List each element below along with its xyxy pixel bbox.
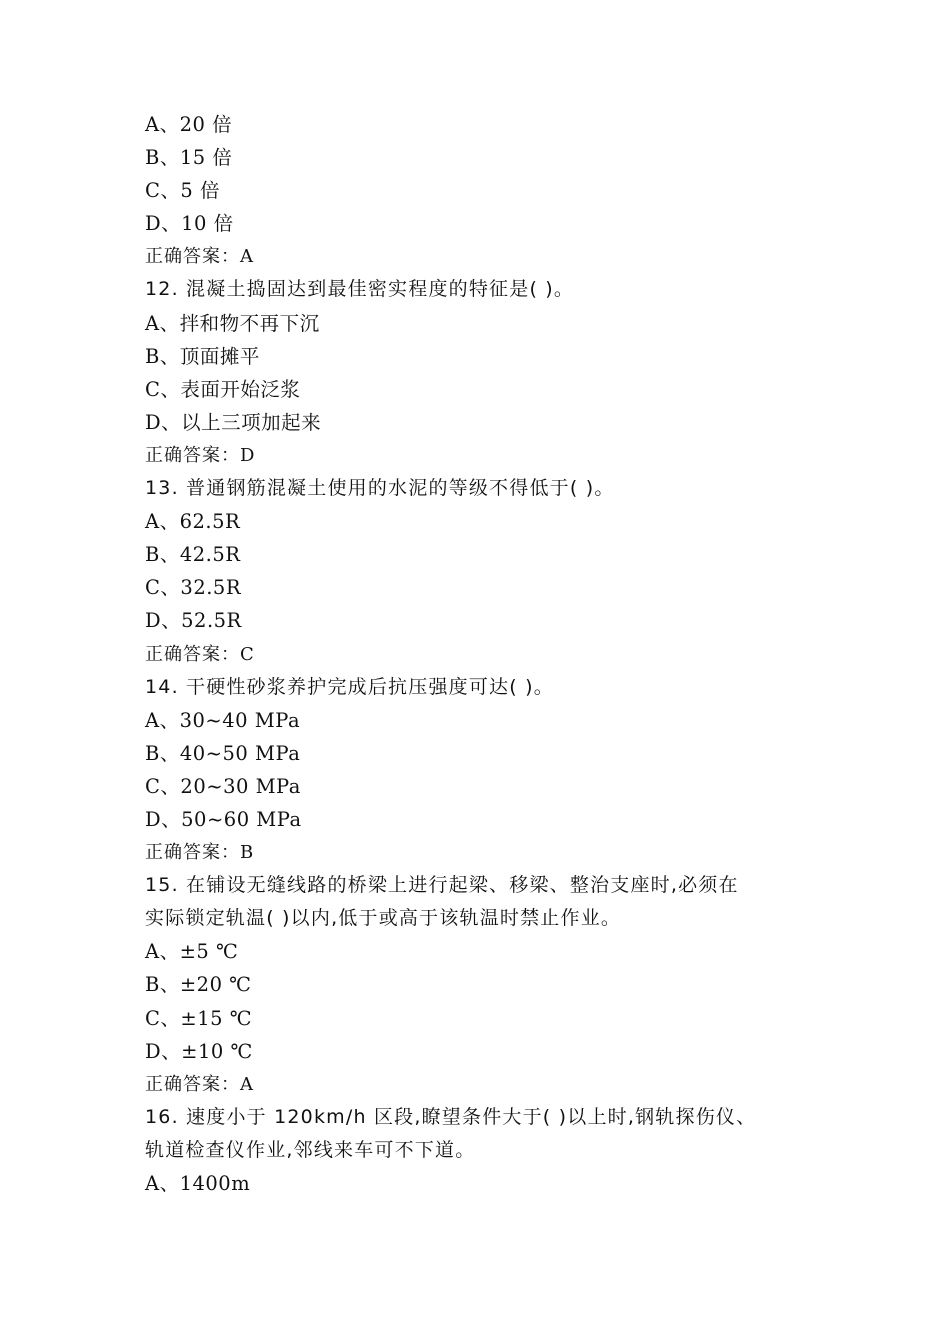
question-13-stem: 13. 普通钢筋混凝土使用的水泥的等级不得低于( )。 bbox=[145, 477, 615, 500]
question-16-stem-line1: 16. 速度小于 120km/h 区段,瞭望条件大于( )以上时,钢轨探伤仪、 bbox=[145, 1105, 757, 1128]
option-d: D、10 倍 bbox=[145, 212, 234, 236]
option-d: D、±10 ℃ bbox=[145, 1039, 253, 1063]
option-d: D、52.5R bbox=[145, 609, 242, 633]
correct-answer: 正确答案：A bbox=[145, 1073, 254, 1095]
question-15-stem-line2: 实际锁定轨温( )以内,低于或高于该轨温时禁止作业。 bbox=[145, 907, 622, 930]
option-a: A、拌和物不再下沉 bbox=[145, 311, 320, 335]
correct-answer: 正确答案：D bbox=[145, 444, 256, 466]
option-c: C、20~30 MPa bbox=[145, 774, 301, 798]
question-12-stem: 12. 混凝土捣固达到最佳密实程度的特征是( )。 bbox=[145, 278, 575, 301]
option-c: C、32.5R bbox=[145, 576, 242, 600]
option-c: C、表面开始泛浆 bbox=[145, 377, 301, 401]
option-a: A、20 倍 bbox=[145, 113, 233, 136]
correct-answer: 正确答案：B bbox=[145, 842, 255, 864]
option-d: D、以上三项加起来 bbox=[145, 410, 322, 434]
question-14-stem: 14. 干硬性砂浆养护完成后抗压强度可达( )。 bbox=[145, 675, 554, 698]
option-b: B、42.5R bbox=[145, 543, 241, 567]
option-b: B、顶面摊平 bbox=[145, 344, 260, 368]
option-a: A、62.5R bbox=[145, 510, 241, 534]
option-b: B、15 倍 bbox=[145, 146, 233, 170]
question-16-stem-line2: 轨道检查仪作业,邻线来车可不下道。 bbox=[145, 1138, 476, 1161]
option-d: D、50~60 MPa bbox=[145, 807, 302, 831]
option-c: C、5 倍 bbox=[145, 179, 221, 203]
option-b: B、40~50 MPa bbox=[145, 741, 301, 765]
correct-answer: 正确答案：C bbox=[145, 643, 255, 665]
option-a: A、30~40 MPa bbox=[145, 708, 301, 732]
option-c: C、±15 ℃ bbox=[145, 1006, 253, 1030]
option-a: A、±5 ℃ bbox=[145, 940, 239, 964]
document-page bbox=[145, 108, 825, 1200]
question-15-stem-line1: 15. 在铺设无缝线路的桥梁上进行起梁、移梁、整治支座时,必须在 bbox=[145, 874, 739, 897]
option-b: B、±20 ℃ bbox=[145, 973, 252, 997]
option-a: A、1400m bbox=[145, 1172, 251, 1195]
correct-answer: 正确答案：A bbox=[145, 246, 254, 268]
